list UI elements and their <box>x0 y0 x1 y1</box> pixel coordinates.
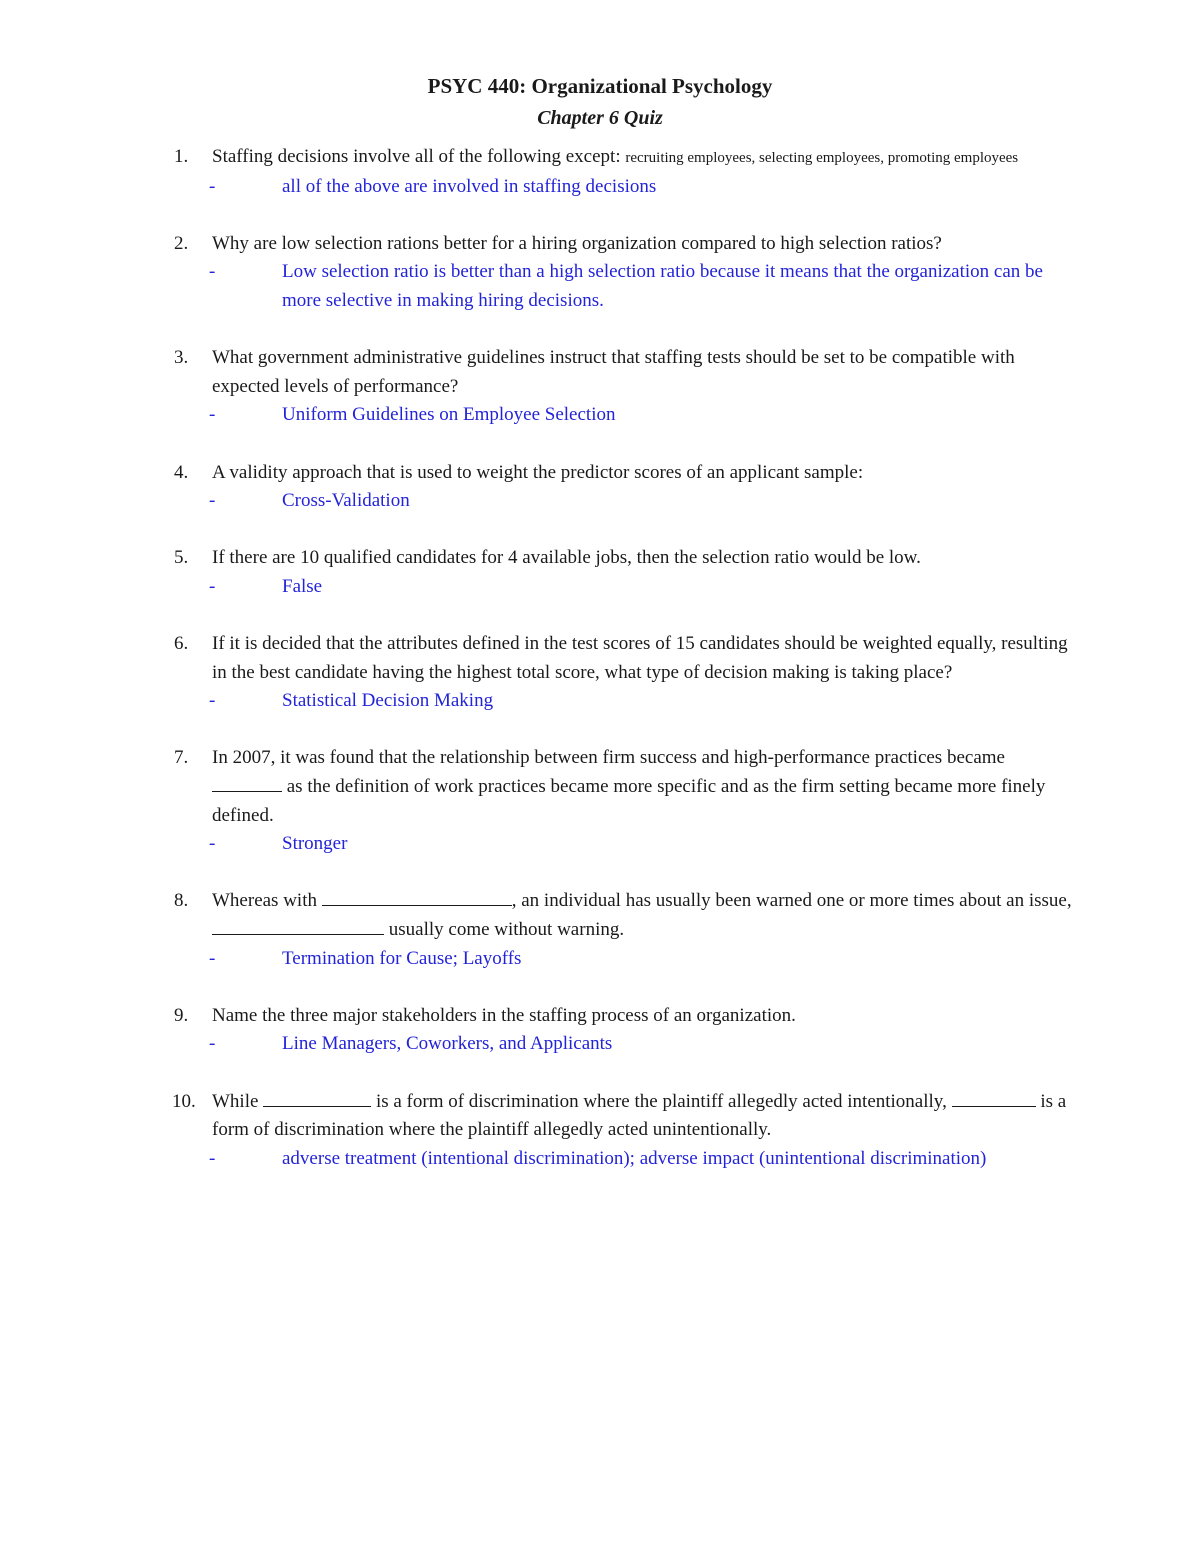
question-item <box>174 1088 1074 1174</box>
answer-bullet: - <box>209 490 216 512</box>
question-text <box>212 1088 1074 1145</box>
answer-text: Termination for Cause; Layoffs <box>282 947 522 969</box>
question-number: 10. <box>172 1090 196 1112</box>
answer-line <box>174 487 1074 516</box>
question-number: 2. <box>174 232 189 254</box>
question-text <box>212 887 1074 944</box>
answer-line <box>174 945 1074 974</box>
question-number: 5. <box>174 547 189 569</box>
fill-in-blank <box>212 916 384 935</box>
answer-text: Stronger <box>282 833 348 855</box>
question-number: 3. <box>174 347 189 369</box>
question-number: 9. <box>174 1004 189 1026</box>
answer-bullet: - <box>209 947 216 969</box>
answer-line <box>174 173 1074 202</box>
question-text-part: as the definition of work practices became more specific and as the firm setting became more finely defined. <box>212 776 1046 826</box>
answer-bullet: - <box>209 833 216 855</box>
question-text: Why are low selection rations better for a hiring organization compared to high selection ratios? <box>212 232 942 254</box>
question-text: Name the three major stakeholders in the staffing process of an organization. <box>212 1004 796 1026</box>
question-item <box>174 630 1074 716</box>
question-text-part: In 2007, it was found that the relationship between firm success and high-performance practices became <box>212 747 1005 769</box>
question-number: 7. <box>174 747 189 769</box>
answer-text: Cross-Validation <box>282 490 410 512</box>
quiz-question-list <box>174 143 1074 1202</box>
fill-in-blank <box>952 1088 1036 1107</box>
answer-text: all of the above are involved in staffing decisions <box>282 175 657 197</box>
answer-line <box>174 401 1074 430</box>
answer-line <box>174 830 1074 859</box>
fill-in-blank <box>263 1088 371 1107</box>
answer-text: False <box>282 575 323 597</box>
question-text: If there are 10 qualified candidates for 4 available jobs, then the selection ratio would be low. <box>212 547 921 569</box>
question-text-main: Staffing decisions involve all of the following except: <box>212 146 626 167</box>
answer-line <box>174 1030 1074 1059</box>
answer-line <box>174 687 1074 716</box>
question-number: 1. <box>174 146 189 167</box>
answer-bullet: - <box>209 575 216 597</box>
answer-bullet: - <box>209 404 216 426</box>
question-text <box>212 744 1074 830</box>
answer-text: adverse treatment (intentional discrimination); adverse impact (unintentional discrimination) <box>282 1147 987 1169</box>
question-item <box>174 143 1074 201</box>
question-item <box>174 887 1074 973</box>
question-text: A validity approach that is used to weight the predictor scores of an applicant sample: <box>212 461 864 483</box>
answer-line <box>174 258 1074 315</box>
answer-bullet: - <box>209 690 216 712</box>
answer-text: Uniform Guidelines on Employee Selection <box>282 404 616 426</box>
answer-line <box>174 1145 1074 1174</box>
question-item <box>174 459 1074 516</box>
answer-bullet: - <box>209 175 216 197</box>
question-text: What government administrative guidelines instruct that staffing tests should be set to be compatible with expected levels of performance? <box>212 347 1015 397</box>
answer-text: Statistical Decision Making <box>282 690 494 712</box>
question-text <box>212 143 1074 173</box>
question-item <box>174 744 1074 858</box>
answer-bullet: - <box>209 261 216 283</box>
question-text-part: is a form of discrimination where the plaintiff allegedly acted unintentionally. <box>212 1090 1067 1141</box>
answer-line <box>174 573 1074 602</box>
question-item <box>174 1002 1074 1059</box>
page-subtitle: Chapter 6 Quiz <box>537 107 663 129</box>
answer-bullet: - <box>209 1033 216 1055</box>
fill-in-blank <box>212 773 282 792</box>
question-text-part: usually come without warning. <box>384 919 625 941</box>
question-text-part: While <box>212 1090 264 1112</box>
question-number: 6. <box>174 633 189 655</box>
answer-bullet: - <box>209 1147 216 1169</box>
fill-in-blank <box>322 887 512 906</box>
question-text-part: Whereas with <box>212 890 322 912</box>
question-item <box>174 344 1074 430</box>
question-number: 8. <box>174 890 189 912</box>
question-text-options: recruiting employees, selecting employees, promoting employees <box>625 150 1019 166</box>
question-item <box>174 230 1074 316</box>
question-text-part: is a form of discrimination where the plaintiff allegedly acted intentionally, <box>371 1090 952 1112</box>
question-number: 4. <box>174 461 189 483</box>
answer-text: Low selection ratio is better than a high selection ratio because it means that the organization can be more selective in making hiring decisions. <box>282 261 1043 311</box>
question-text: If it is decided that the attributes defined in the test scores of 15 candidates should be weighted equally, resulting in the best candidate having the highest total score, what type of decision making is taking place? <box>212 633 1068 683</box>
answer-text: Line Managers, Coworkers, and Applicants <box>282 1033 613 1055</box>
question-item <box>174 544 1074 601</box>
page-title: PSYC 440: Organizational Psychology <box>427 74 773 98</box>
question-text-part: , an individual has usually been warned one or more times about an issue, <box>511 890 1072 912</box>
